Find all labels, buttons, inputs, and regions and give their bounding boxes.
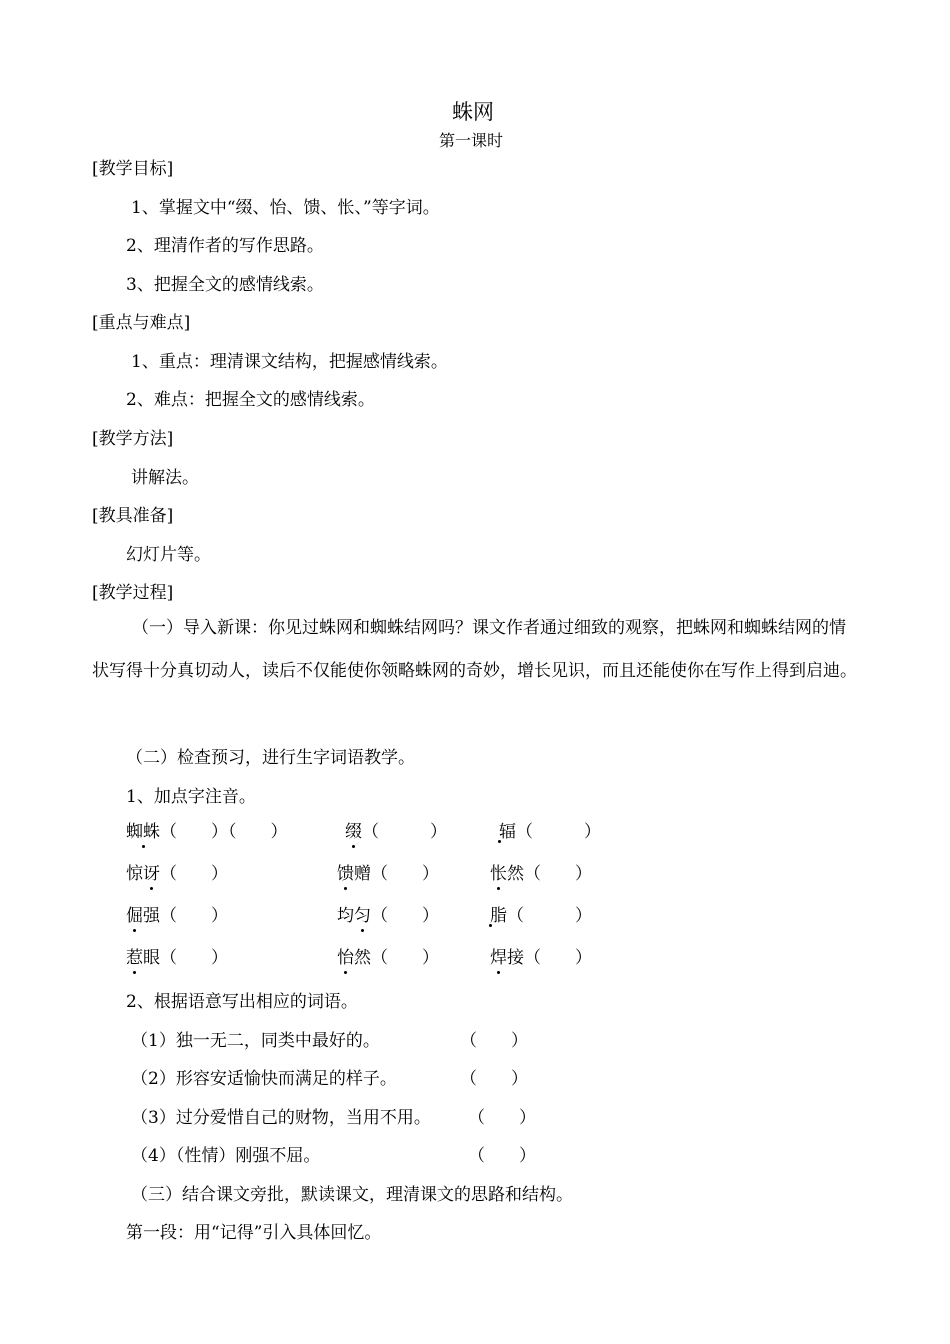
answer-blank[interactable]: （ ） (160, 948, 228, 968)
read-heading: （三）结合课文旁批，默读课文，理清课文的思路和结构。 (131, 1185, 573, 1205)
answer-blank[interactable]: （ ） (524, 948, 592, 968)
section-goals: [教学目标] (92, 159, 174, 179)
answer-blank[interactable]: （ ） (371, 948, 439, 968)
pinyin-entry: 惹眼（ ） (126, 943, 228, 968)
pinyin-entry: 惊讶（ ） (126, 859, 228, 884)
answer-blank[interactable]: （ ） (362, 822, 447, 842)
answer-blank[interactable]: （ ） (160, 864, 228, 884)
pinyin-entry: 缀（ ） (345, 817, 447, 842)
words-heading: 2、根据语意写出相应的词语。 (126, 992, 358, 1012)
word-question: （2）形容安适愉快而满足的样子。 (131, 1069, 397, 1089)
word-question: （4）（性情）刚强不屈。 (131, 1146, 321, 1166)
pinyin-entry: 怡然（ ） (337, 943, 439, 968)
answer-blank[interactable]: （ ） (371, 864, 439, 884)
goal-item: 3、把握全文的感情线索。 (126, 275, 324, 295)
answer-blank[interactable]: （ ） (516, 822, 601, 842)
answer-blank[interactable]: （ ） (160, 906, 228, 926)
keypoint-item: 1、重点：理清课文结构，把握感情线索。 (131, 352, 448, 372)
section-process: [教学过程] (92, 583, 174, 603)
answer-blank[interactable]: （ ） (468, 1108, 536, 1128)
pinyin-entry: 均匀（ ） (337, 901, 439, 926)
pinyin-entry: 脂（ ） (490, 906, 592, 926)
pinyin-entry: 馈赠（ ） (337, 859, 439, 884)
answer-blank[interactable]: （ ） (507, 906, 592, 926)
section-method: [教学方法] (92, 429, 174, 449)
pinyin-entry: 倔强（ ） (126, 901, 228, 926)
answer-blank[interactable]: （ ） (371, 906, 439, 926)
pinyin-entry: 蜘蛛（ ）（ ） (126, 817, 288, 842)
answer-blank[interactable]: （ ） (460, 1069, 528, 1089)
answer-blank[interactable]: （ ） (460, 1031, 528, 1051)
pinyin-entry: 焊接（ ） (490, 943, 592, 968)
answer-blank[interactable]: （ ） (524, 864, 592, 884)
goal-item: 1、掌握文中“缀、怡、馈、怅、”等字词。 (131, 198, 440, 218)
first-paragraph-note: 第一段：用“记得”引入具体回忆。 (126, 1223, 382, 1243)
pinyin-heading: 1、加点字注音。 (126, 787, 256, 807)
method-text: 讲解法。 (131, 468, 199, 488)
tools-text: 幻灯片等。 (126, 545, 211, 565)
keypoint-item: 2、难点：把握全文的感情线索。 (126, 390, 375, 410)
intro-paragraph (92, 607, 860, 693)
section-keypoints: [重点与难点] (92, 313, 191, 333)
goal-item: 2、理清作者的写作思路。 (126, 236, 324, 256)
intro-text: （一）导入新课：你见过蛛网和蜘蛛结网吗？课文作者通过细致的观察，把蛛网和蜘蛛结网的情状写得十分真切动人，读后不仅能使你领略蛛网的奇妙，增长见识，而且还能使你在写作上得到启迪。 (92, 618, 857, 681)
answer-blank[interactable]: （ ）（ ） (160, 822, 288, 842)
pinyin-entry: 怅然（ ） (490, 859, 592, 884)
answer-blank[interactable]: （ ） (468, 1146, 536, 1166)
section-tools: [教具准备] (92, 506, 174, 526)
word-question: （1）独一无二，同类中最好的。 (131, 1031, 380, 1051)
preview-heading: （二）检查预习，进行生字词语教学。 (126, 748, 415, 768)
word-question: （3）过分爱惜自己的财物，当用不用。 (131, 1108, 431, 1128)
doc-title: 蛛网 (452, 100, 494, 124)
pinyin-entry: 辐（ ） (499, 822, 601, 842)
doc-subtitle: 第一课时 (439, 131, 504, 150)
